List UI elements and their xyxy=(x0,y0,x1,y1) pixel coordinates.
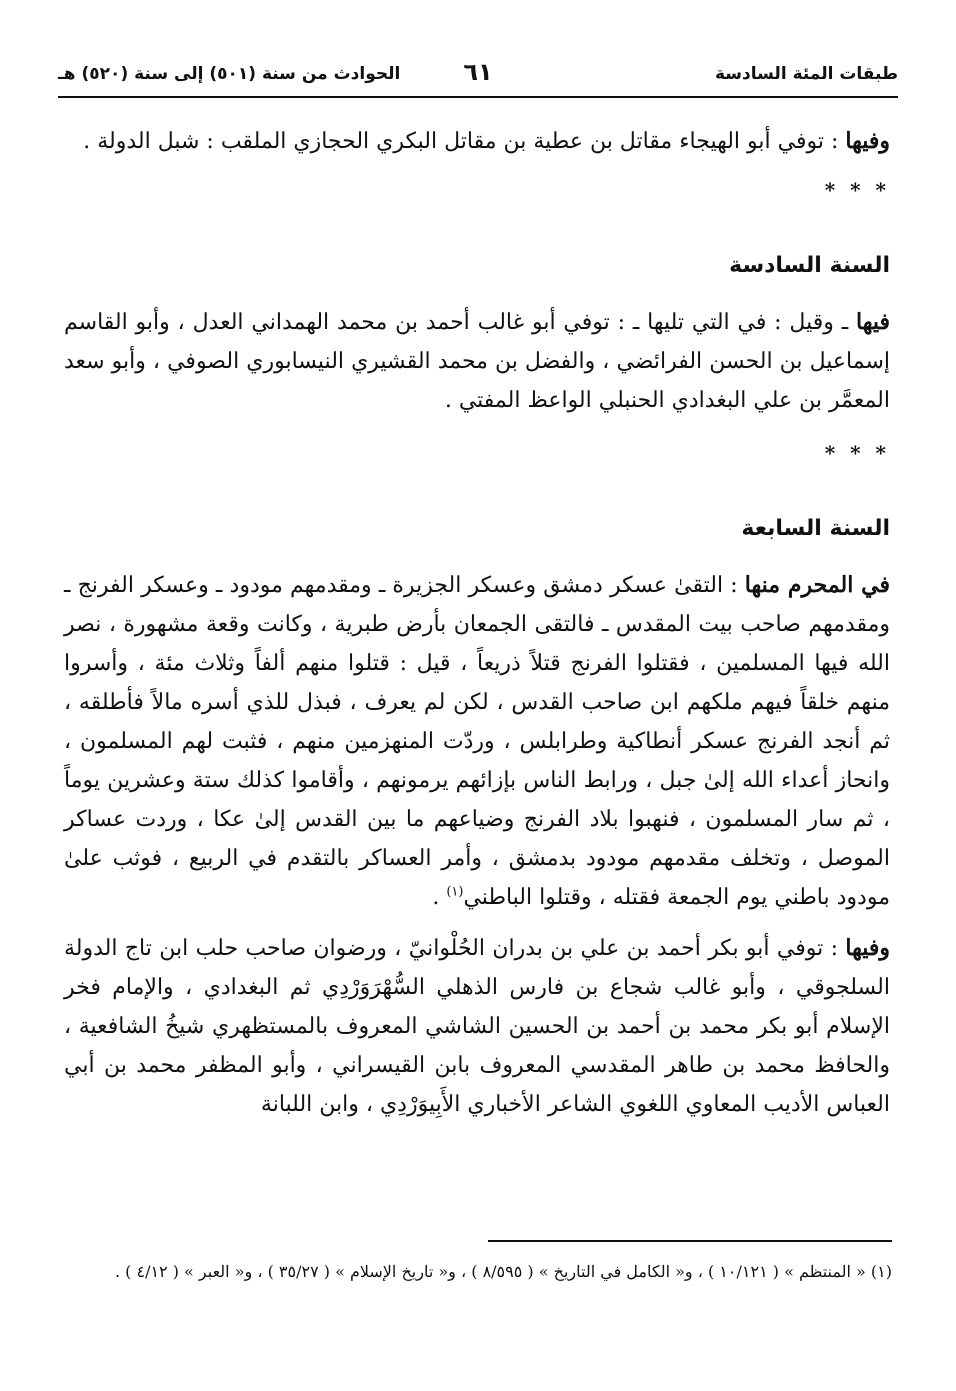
header-chapter-range: الحوادث من سنة (٥٠١) إلى سنة (٥٢٠) هـ xyxy=(58,64,401,84)
section-heading-year-7: السنة السابعة xyxy=(741,516,890,541)
paragraph-lead: فيها xyxy=(856,309,890,335)
page-number: ٦١ xyxy=(463,58,493,86)
footnote-divider xyxy=(488,1240,892,1242)
main-text xyxy=(64,122,890,1124)
paragraph-body: : التقىٰ عسكر دمشق وعسكر الجزيرة ـ ومقدمهم مودود ـ وعسكر الفرنج ـ ومقدمهم صاحب بيت المقدس ـ فالتقى الجمعان بأرض طبرية ، وكانت وقعة مشهورة ، نصر الله فيها المسلمين ، فقتلوا الفرنج قتلاً ذريعاً ، قيل : قتلوا منهم ألفاً وثلاث مئة ، وأسروا منهم خلقاً فيهم ملكهم ابن صاحب القدس ، لكن لم يعرف ، فبذل للذي أسره مالاً فأطلقه ، ثم أنجد الفرنج عسكر أنطاكية وطرابلس ، وردّت المنهزمين منهم ، فثبت لهم المسلمون ، وانحاز أعداء الله إلىٰ جبل ، ورابط الناس بإزائهم يرمونهم ، وأقاموا كذلك ستة وعشرين يوماً ، ثم سار المسلمون ، فنهبوا بلاد الفرنج وضياعهم ما بين القدس إلىٰ عكا ، وردت عساكر الموصل ، وتخلف مقدمهم مودود بدمشق ، وأمر العساكر بالتقدم في الربيع ، فوثب علىٰ مودود باطني يوم الجمعة فقتله ، وقتلوا الباطني xyxy=(64,573,890,910)
paragraph-body: ـ وقيل : في التي تليها ـ : توفي أبو غالب أحمد بن محمد الهمداني العدل ، وأبو القاسم إسماعيل بن الحسن الفرائضي ، والفضل بن محمد القشيري النيسابوري الصوفي ، وأبو سعد المعمَّر بن علي البغدادي الحنبلي الواعظ المفتي . xyxy=(64,310,890,413)
header-book-title: طبقات المئة السادسة xyxy=(715,64,898,84)
section-separator: * * * xyxy=(824,178,890,202)
section-heading-year-6: السنة السادسة xyxy=(729,253,890,278)
paragraph-lead: وفيها xyxy=(845,128,890,154)
paragraph-body: : توفي أبو الهيجاء مقاتل بن عطية بن مقاتل البكري الحجازي الملقب : شبل الدولة . xyxy=(83,129,846,154)
footnote-reference[interactable]: (١) xyxy=(446,884,464,900)
header-divider xyxy=(58,96,898,98)
paragraph-death-notice-1 xyxy=(64,122,890,161)
paragraph-death-notice-2 xyxy=(64,929,890,1124)
paragraph-year-6 xyxy=(64,303,890,420)
footnote-area xyxy=(66,1258,892,1286)
paragraph-year-7 xyxy=(64,566,890,917)
footnote-1: (١) « المنتظم » ( ١٠/١٢١ ) ، و« الكامل في التاريخ » ( ٨/٥٩٥ ) ، و« تاريخ الإسلام » ( ٣٥/٢٧ ) ، و« العبر » ( ٤/١٢ ) . xyxy=(114,1262,892,1281)
paragraph-body: : توفي أبو بكر أحمد بن علي بن بدران الحُلْوانيّ ، ورضوان صاحب حلب ابن تاج الدولة السلجوقي ، وأبو غالب شجاع بن فارس الذهلي السُّهْرَوَرْدِي ثم البغدادي ، والإمام فخر الإسلام أبو بكر محمد بن أحمد بن الحسين الشاشي المعروف بالمستظهري شيخُ الشافعية ، والحافظ محمد بن طاهر المقدسي المعروف بابن القيسراني ، وأبو المظفر محمد بن أبي العباس الأديب المعاوي اللغوي الشاعر الأخباري الأَبِيوَرْدِي ، وابن اللبانة xyxy=(64,936,890,1117)
section-separator: * * * xyxy=(824,441,890,465)
paragraph-lead: وفيها xyxy=(845,935,890,961)
paragraph-lead: في المحرم منها xyxy=(744,572,891,598)
running-header xyxy=(58,58,898,88)
paragraph-end: . xyxy=(432,885,447,910)
